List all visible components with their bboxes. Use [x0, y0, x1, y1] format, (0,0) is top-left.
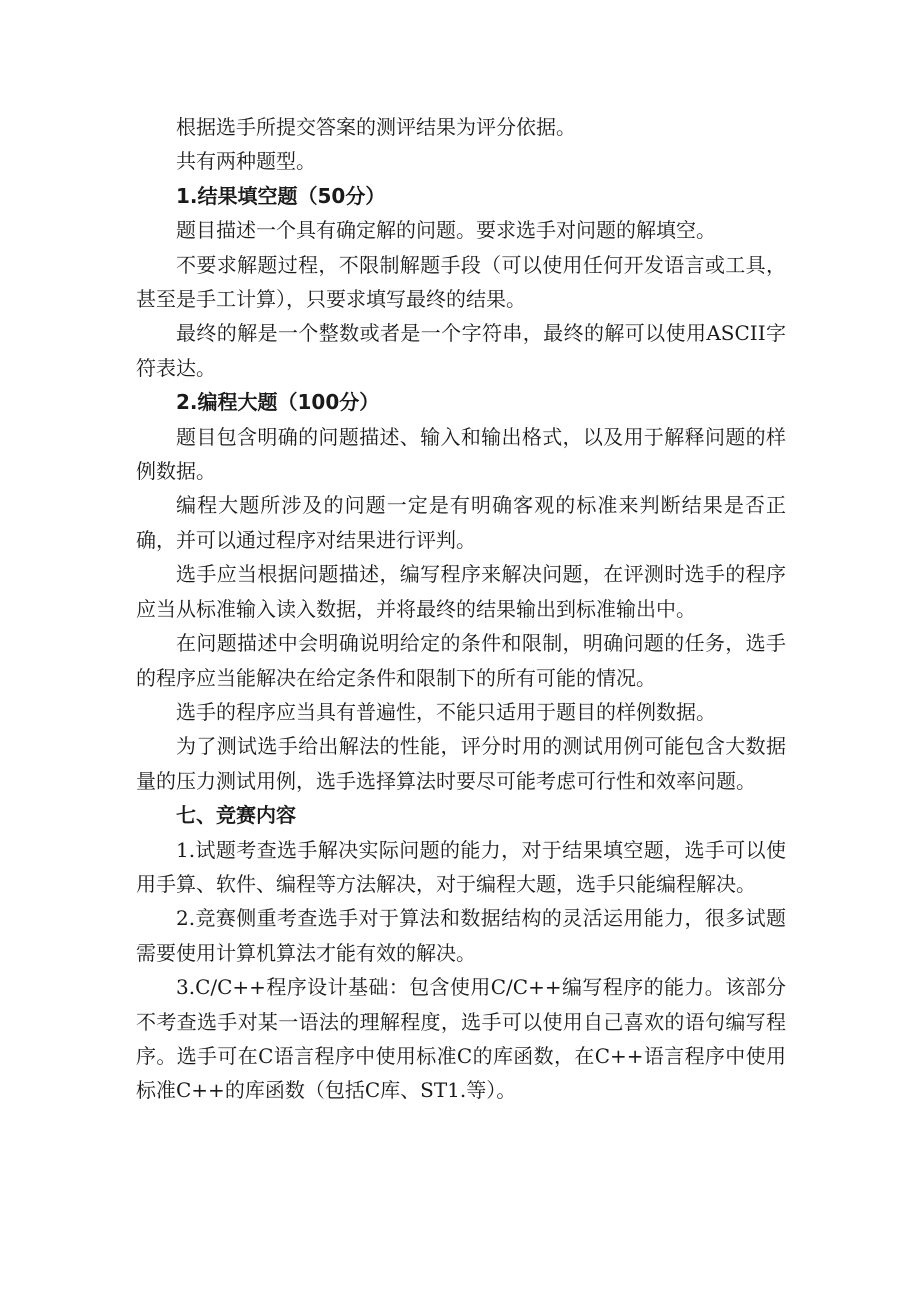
- paragraph: 选手的程序应当具有普遍性，不能只适用于题目的样例数据。: [176, 699, 716, 724]
- section-heading: 2.编程大题（100分）: [176, 390, 380, 415]
- paragraph: 编程大题所涉及的问题一定是有明确客观的标准来判断结果是否正确，并可以通过程序对结果进行评判。: [136, 493, 786, 552]
- section-heading: 1.结果填空题（50分）: [176, 183, 386, 208]
- paragraph: 共有两种题型。: [176, 149, 316, 174]
- document-page: [136, 110, 786, 1108]
- chapter-heading: 七、竞赛内容: [176, 803, 296, 828]
- paragraph: 题目描述一个具有确定解的问题。要求选手对问题的解填空。: [176, 218, 716, 243]
- paragraph: 题目包含明确的问题描述、输入和输出格式，以及用于解释问题的样例数据。: [136, 424, 786, 484]
- paragraph: 不要求解题过程，不限制解题手段（可以使用任何开发语言或工具，甚至是手工计算），只要求填写最终的结果。: [136, 252, 786, 312]
- paragraph: 根据选手所提交答案的测评结果为评分依据。: [176, 115, 576, 139]
- paragraph: 为了测试选手给出解法的性能，评分时用的测试用例可能包含大数据量的压力测试用例，选手选择算法时要尽可能考虑可行性和效率问题。: [136, 734, 786, 793]
- paragraph: 在问题描述中会明确说明给定的条件和限制，明确问题的任务，选手的程序应当能解决在给定条件和限制下的所有可能的情况。: [136, 631, 786, 690]
- numbered-paragraph: 2.竞赛侧重考查选手对于算法和数据结构的灵活运用能力，很多试题需要使用计算机算法才能有效的解决。: [136, 906, 786, 965]
- numbered-paragraph: 1.试题考查选手解决实际问题的能力，对于结果填空题，选手可以使用手算、软件、编程等方法解决，对于编程大题，选手只能编程解决。: [136, 837, 786, 896]
- numbered-paragraph: 3.C/C++程序设计基础：包含使用C/C++编写程序的能力。该部分不考查选手对某一语法的理解程度，选手可以使用自己喜欢的语句编写程序。选手可在C语言程序中使用标准C的库函数，在C++语言程序中使用标准C++的库函数（包括C库、ST1.等）。: [136, 975, 786, 1103]
- paragraph: 选手应当根据问题描述，编写程序来解决问题，在评测时选手的程序应当从标准输入读入数据，并将最终的结果输出到标准输出中。: [136, 562, 786, 621]
- paragraph: 最终的解是一个整数或者是一个字符串，最终的解可以使用ASCII字符表达。: [136, 321, 786, 380]
